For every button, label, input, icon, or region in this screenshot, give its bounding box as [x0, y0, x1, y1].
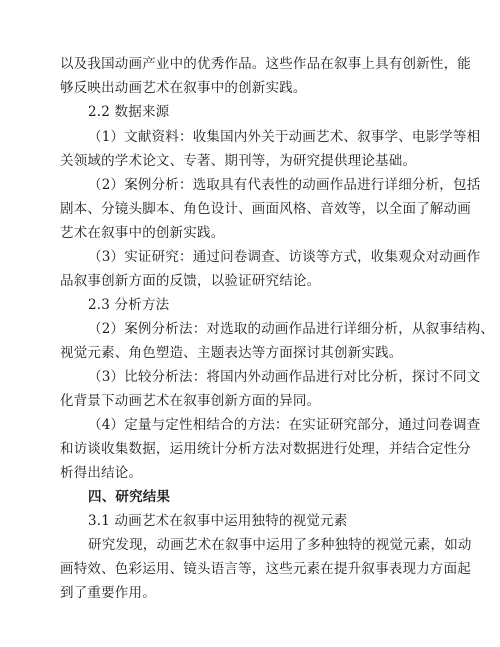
paragraph-line: 艺术在叙事中的创新实践。 [60, 225, 225, 241]
section-heading-2-2: 2.2 数据来源 [88, 104, 170, 120]
paragraph-line: （4）定量与定性相结合的方法：在实证研究部分，通过问卷调查 [88, 417, 481, 433]
paragraph-line: （2）案例分析法：对选取的动画作品进行详细分析，从叙事结构、 [88, 321, 495, 337]
paragraph-line: 到了重要作用。 [60, 585, 156, 601]
paragraph-line: 剧本、分镜头脚本、角色设计、画面风格、音效等，以全面了解动画 [60, 201, 471, 217]
paragraph-line: 够反映出动画艺术在叙事中的创新实践。 [60, 80, 307, 96]
section-heading-3-1: 3.1 动画艺术在叙事中运用独特的视觉元素 [88, 513, 348, 529]
section-heading-2-3: 2.3 分析方法 [88, 297, 170, 313]
paragraph-line: （1）文献资料：收集国内外关于动画艺术、叙事学、电影学等相 [88, 129, 481, 145]
paragraph-line: 析得出结论。 [60, 465, 143, 481]
section-heading-results: 四、研究结果 [88, 489, 171, 505]
paragraph-line: （2）案例分析：选取具有代表性的动画作品进行详细分析，包括 [88, 177, 481, 193]
paragraph-line: 品叙事创新方面的反馈，以验证研究结论。 [60, 273, 321, 289]
paragraph-line: （3）实证研究：通过问卷调查、访谈等方式，收集观众对动画作 [88, 249, 481, 265]
paragraph-line: （3）比较分析法：将国内外动画作品进行对比分析，探讨不同文 [88, 369, 481, 385]
paragraph-line: 研究发现，动画艺术在叙事中运用了多种独特的视觉元素，如动 [88, 537, 472, 553]
paragraph-line: 画特效、色彩运用、镜头语言等，这些元素在提升叙事表现力方面起 [60, 561, 471, 577]
paragraph-line: 和访谈收集数据，运用统计分析方法对数据进行处理，并结合定性分 [60, 441, 471, 457]
paragraph-line: 关领域的学术论文、专著、期刊等，为研究提供理论基础。 [60, 153, 417, 169]
paragraph-line: 化背景下动画艺术在叙事创新方面的异同。 [60, 393, 321, 409]
paragraph-line: 视觉元素、角色塑造、主题表达等方面探讨其创新实践。 [60, 345, 403, 361]
paragraph-line: 以及我国动画产业中的优秀作品。这些作品在叙事上具有创新性，能 [60, 56, 471, 72]
